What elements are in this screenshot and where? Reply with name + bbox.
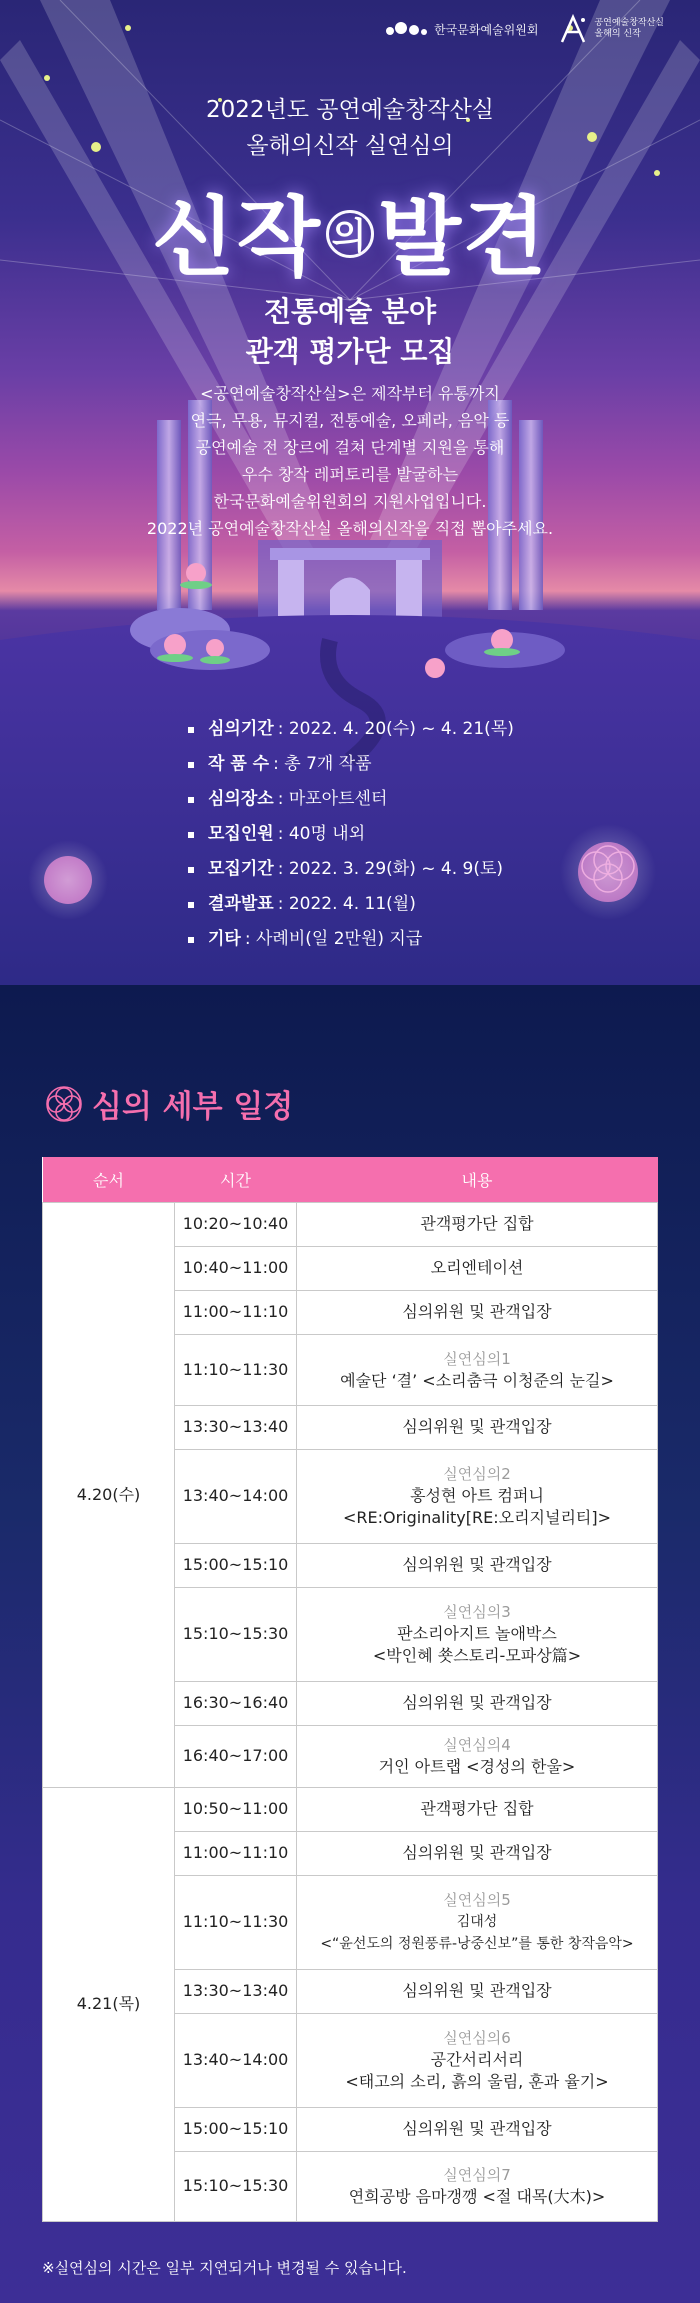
time-cell: 11:00~11:10 xyxy=(175,1290,297,1334)
info-item xyxy=(188,712,514,747)
content-cell xyxy=(297,1543,658,1587)
table-header-row xyxy=(43,1157,658,1202)
schedule-section xyxy=(0,985,700,2303)
content-line: 판소리아지트 놀애박스 xyxy=(397,1624,557,1643)
info-list xyxy=(188,712,514,957)
info-item xyxy=(188,922,514,957)
content-line: 심의위원 및 관객입장 xyxy=(402,1981,552,2000)
bullet-icon xyxy=(188,832,194,838)
time-cell: 10:20~10:40 xyxy=(175,1202,297,1246)
time-cell: 11:00~11:10 xyxy=(175,1831,297,1875)
creation-mark-icon xyxy=(558,14,588,44)
desc-line: 연극, 무용, 뮤지컬, 전통예술, 오페라, 음악 등 xyxy=(190,411,510,430)
content-cell xyxy=(297,1405,658,1449)
time-cell: 13:30~13:40 xyxy=(175,1969,297,2013)
column-header: 시간 xyxy=(175,1157,297,1202)
content-line: 연희공방 음마갱깽 <절 대목(大木)> xyxy=(348,2187,606,2206)
performance-tag: 실연심의7 xyxy=(443,2166,511,2184)
schedule-title: 심의 세부 일정 xyxy=(92,1089,294,1125)
bullet-icon xyxy=(188,797,194,803)
info-value: : 2022. 4. 20(수) ~ 4. 21(목) xyxy=(277,719,514,739)
subtitle-line2: 올해의신작 실연심의 xyxy=(246,133,454,159)
recruit-line1: 전통예술 분야 xyxy=(263,295,437,328)
recruit-line2: 관객 평가단 모집 xyxy=(245,335,455,368)
schedule-heading xyxy=(44,1081,293,1126)
desc-line: 공연예술 전 장르에 걸쳐 단계별 지원을 통해 xyxy=(195,438,505,457)
subtitle-line1: 2022년도 공연예술창작산실 xyxy=(205,97,495,123)
program-description xyxy=(0,380,700,542)
hero-subtitle xyxy=(0,92,700,164)
creation-logo[interactable] xyxy=(558,14,664,44)
performance-tag: 실연심의2 xyxy=(443,1465,511,1483)
content-line: 심의위원 및 관객입장 xyxy=(402,2119,552,2138)
info-value: : 총 7개 작품 xyxy=(273,754,372,774)
time-cell: 15:10~15:30 xyxy=(175,1587,297,1681)
content-cell xyxy=(297,1334,658,1405)
content-cell xyxy=(297,1587,658,1681)
content-line: 심의위원 및 관객입장 xyxy=(402,1843,552,1862)
desc-line: <공연예술창작산실>은 제작부터 유통까지 xyxy=(200,384,500,403)
info-value: : 2022. 3. 29(화) ~ 4. 9(토) xyxy=(277,859,504,879)
info-value: : 2022. 4. 11(월) xyxy=(277,894,416,914)
time-cell: 10:50~11:00 xyxy=(175,1787,297,1831)
table-row xyxy=(43,1202,658,1246)
main-title xyxy=(0,168,700,292)
info-label: 모집기간 xyxy=(208,859,274,879)
bullet-icon xyxy=(188,762,194,768)
content-cell xyxy=(297,1246,658,1290)
info-label: 심의장소 xyxy=(208,789,274,809)
info-label: 기타 xyxy=(208,929,241,949)
content-cell xyxy=(297,1202,658,1246)
info-label: 결과발표 xyxy=(208,894,274,914)
title-part2: 발견 xyxy=(378,188,549,288)
info-item xyxy=(188,852,514,887)
column-header: 내용 xyxy=(297,1157,658,1202)
performance-tag: 실연심의4 xyxy=(443,1736,511,1754)
header-logos xyxy=(384,14,664,44)
content-line: 공간서리서리 xyxy=(430,2050,524,2069)
time-cell: 13:40~14:00 xyxy=(175,2013,297,2107)
info-value: : 마포아트센터 xyxy=(277,789,388,809)
info-item xyxy=(188,782,514,817)
info-item xyxy=(188,887,514,922)
bullet-icon xyxy=(188,727,194,733)
info-item xyxy=(188,817,514,852)
desc-line: 2022년 공연예술창작산실 올해의신작을 직접 뽑아주세요. xyxy=(146,519,554,538)
content-cell xyxy=(297,1681,658,1725)
info-value: : 40명 내외 xyxy=(277,824,366,844)
content-cell xyxy=(297,2013,658,2107)
content-line: 심의위원 및 관객입장 xyxy=(402,1417,552,1436)
arko-mark-icon xyxy=(384,22,428,36)
schedule-table xyxy=(42,1157,658,2222)
creation-logo-line2: 올해의 신작 xyxy=(594,29,641,39)
content-line: <박인혜 쑛스토리-모파상篇> xyxy=(372,1646,582,1665)
time-cell: 15:00~15:10 xyxy=(175,1543,297,1587)
recruit-heading xyxy=(0,292,700,372)
time-cell: 11:10~11:30 xyxy=(175,1334,297,1405)
title-mid: 의 xyxy=(326,210,374,258)
content-line: 심의위원 및 관객입장 xyxy=(402,1555,552,1574)
arko-logo-text: 한국문화예술위원회 xyxy=(434,22,539,37)
arko-logo[interactable] xyxy=(384,21,538,38)
date-cell: 4.21(목) xyxy=(43,1787,175,2221)
performance-tag: 실연심의6 xyxy=(443,2029,511,2047)
title-part1: 신작 xyxy=(151,188,322,288)
info-label: 모집인원 xyxy=(208,824,274,844)
performance-tag: 실연심의1 xyxy=(443,1349,511,1368)
content-line: <RE:Originality[RE:오리지널리티]> xyxy=(342,1508,612,1527)
content-cell xyxy=(297,1725,658,1787)
content-cell xyxy=(297,1831,658,1875)
content-line: <태고의 소리, 흙의 울림, 훈과 율기> xyxy=(345,2072,609,2091)
time-cell: 15:00~15:10 xyxy=(175,2107,297,2151)
content-line: 관객평가단 집합 xyxy=(420,1214,534,1233)
content-line: <“윤선도의 정원풍류-낭중신보”를 통한 창작음악> xyxy=(320,1936,634,1952)
info-item xyxy=(188,747,514,782)
time-cell: 15:10~15:30 xyxy=(175,2151,297,2221)
content-cell xyxy=(297,2107,658,2151)
info-label: 작 품 수 xyxy=(208,754,270,774)
content-line: 홍성현 아트 컴퍼니 xyxy=(410,1486,544,1505)
column-header: 순서 xyxy=(43,1157,175,1202)
content-cell xyxy=(297,1449,658,1543)
performance-tag: 실연심의5 xyxy=(443,1891,511,1909)
desc-line: 우수 창작 레퍼토리를 발굴하는 xyxy=(241,465,459,484)
content-line: 김대성 xyxy=(456,1914,498,1930)
time-cell: 13:30~13:40 xyxy=(175,1405,297,1449)
creation-logo-line1: 공연예술창작산실 xyxy=(594,18,664,28)
date-cell: 4.20(수) xyxy=(43,1202,175,1787)
content-cell xyxy=(297,1969,658,2013)
content-line: 관객평가단 집합 xyxy=(420,1799,534,1818)
bullet-icon xyxy=(188,937,194,943)
content-cell xyxy=(297,2151,658,2221)
content-cell xyxy=(297,1875,658,1969)
time-cell: 13:40~14:00 xyxy=(175,1449,297,1543)
performance-tag: 실연심의3 xyxy=(443,1603,511,1621)
content-cell xyxy=(297,1290,658,1334)
content-line: 심의위원 및 관객입장 xyxy=(402,1302,552,1321)
time-cell: 16:30~16:40 xyxy=(175,1681,297,1725)
info-value: : 사례비(일 2만원) 지급 xyxy=(244,929,423,949)
content-line: 거인 아트랩 <경성의 한울> xyxy=(378,1757,576,1776)
content-line: 심의위원 및 관객입장 xyxy=(402,1693,552,1712)
content-line: 예술단 ‘결’ <소리춤극 이청준의 눈길> xyxy=(340,1370,614,1390)
content-cell xyxy=(297,1787,658,1831)
time-cell: 11:10~11:30 xyxy=(175,1875,297,1969)
bullet-icon xyxy=(188,902,194,908)
bullet-icon xyxy=(188,867,194,873)
flower-icon xyxy=(44,1084,84,1124)
hero-section xyxy=(0,0,700,985)
time-cell: 10:40~11:00 xyxy=(175,1246,297,1290)
content-line: 오리엔테이션 xyxy=(430,1258,524,1277)
desc-line: 한국문화예술위원회의 지원사업입니다. xyxy=(213,492,487,511)
schedule-note: ※실연심의 시간은 일부 지연되거나 변경될 수 있습니다. xyxy=(42,2259,407,2277)
time-cell: 16:40~17:00 xyxy=(175,1725,297,1787)
table-row xyxy=(43,1787,658,1831)
info-label: 심의기간 xyxy=(208,719,274,739)
